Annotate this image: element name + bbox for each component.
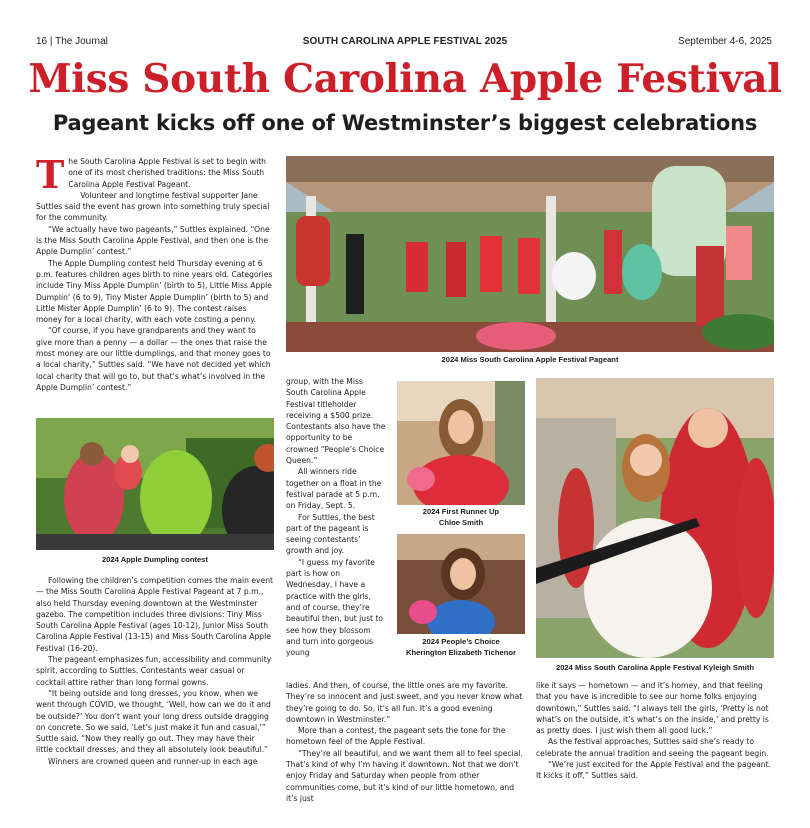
paragraph: “They’re all beautiful, and we want them all to feel special. That’s kind of why I’m having it downtown. Not that we don’t enjoy Friday and Saturday when people from other communities come, but it’s kind of our little hometown, and it’s just bbox=[286, 748, 523, 803]
paragraph: More than a contest, the pageant sets the tone for the hometown feel of the Apple Festival. bbox=[286, 726, 506, 747]
apple-dumpling-photo bbox=[36, 418, 274, 550]
caption-dumpling: 2024 Apple Dumpling contest bbox=[101, 555, 209, 564]
peoples-choice-photo bbox=[397, 534, 525, 634]
paragraph: “It being outside and long dresses, you know, when we went through COVID, we thought, ‘Well, how can we do it and be outside?’ You don’t want your long dress outside dragging on concrete. So we said, ‘Let’s just make it fun and casual,’” Suttle said. “Now they really go out. They may have their little cocktail dresses, and they all absolutely look beautiful.” bbox=[36, 688, 271, 755]
issue-date: September 4-6, 2025 bbox=[678, 36, 772, 47]
page-number-journal: 16 | The Journal bbox=[36, 36, 108, 47]
paragraph: like it says — hometown — and it’s homey, and that feeling that you have is incredible to see our home folks enjoying downtown,” Suttles said. “I always tell the girls, ‘Pretty is not what’s on the outside, it’s what’s on the inside,’ and pretty is as pretty does. I just wish them all good luck.” bbox=[536, 681, 769, 736]
caption-line: 2024 First Runner Up bbox=[422, 507, 500, 516]
paragraph: “Of course, if you have grandparents and they want to give more than a penny — a dollar — the ones that raise the most money are our little dumplings, and that money goes to a local charity,” Suttles said. “We have not decided yet which local charity that will go to, but that’s what’s involved in the Apple Dumplin’ contest.” bbox=[36, 326, 271, 392]
paragraph: “I guess my favorite part is how on Wednesday, I have a practice with the girls, and of course, they’re beautiful then, but just to see how they blossom and turn into gorgeous young bbox=[286, 557, 384, 658]
paragraph: ladies. And then, of course, the little ones are my favorite. They’re so innocent and just sweet, and you never know what they’re going to do. So, it’s all fun. It’s a good evening downtown in Westminster.” bbox=[286, 681, 523, 724]
paragraph: Winners are crowned queen and runner-up in each age bbox=[48, 756, 258, 766]
caption-winner: 2024 Miss South Carolina Apple Festival Kyleigh Smith bbox=[555, 663, 755, 672]
section-title: SOUTH CAROLINA APPLE FESTIVAL 2025 bbox=[302, 36, 508, 47]
paragraph: All winners ride together on a float in the festival parade at 5 p.m. on Friday, Sept. 5. bbox=[286, 467, 382, 511]
article-col1-bottom bbox=[36, 575, 273, 767]
caption-line: Kherington Elizabeth Tichenor bbox=[406, 647, 516, 657]
caption-peoples-choice bbox=[392, 637, 530, 658]
paragraph: Volunteer and longtime festival supporter Jane Suttles said the event has grown into something truly special for the community. bbox=[36, 190, 270, 223]
paragraph: As the festival approaches, Suttles said she’s ready to celebrate the annual tradition and seeing the pageant begin. bbox=[536, 737, 769, 758]
article-col2-narrow bbox=[286, 376, 386, 658]
caption-runner-up bbox=[397, 507, 525, 528]
caption-line: Chloe Smith bbox=[438, 517, 484, 527]
paragraph: For Suttles, the best part of the pageant is seeing contestants’ growth and joy. bbox=[286, 512, 375, 556]
paragraph: “We’re just excited for the Apple Festival and the pageant. It kicks it off,” Suttles said. bbox=[536, 760, 771, 781]
caption-pageant: 2024 Miss South Carolina Apple Festival Pageant bbox=[441, 355, 619, 364]
paragraph: he South Carolina Apple Festival is set to begin with one of its most cherished traditions: the Miss South Carolina Apple Festival Pageant. bbox=[68, 157, 266, 189]
article-col1-top bbox=[36, 152, 273, 393]
paragraph: Following the children’s competition comes the main event — the Miss South Carolina Apple Festival Pageant at 7 p.m., also held Thursday evening downtown at the Westminster gazebo. The competition includes three divisions: Tiny Miss South Carolina Apple Festival (ages 10-12), Junior Miss South Carolina Apple Festival (13-15) and Miss South Carolina Apple Festival (16-20). bbox=[36, 576, 274, 653]
paragraph: The pageant emphasizes fun, accessibility and community spirit, according to Suttles. Contestants wear casual or cocktail attire rather than long formal gowns. bbox=[36, 655, 272, 687]
paragraph: The Apple Dumpling contest held Thursday evening at 6 p.m. features children ages birth to nine years old. Categories include Tiny Miss Apple Dumplin’ (birth to 5), Little Miss Apple Dumplin’ (6 to 9), Tiny Mister Apple Dumplin’ (birth to 5) and Little Mister Apple Dumplin’ (6 to 9). The contest raises money for a local charity, with each vote costing a penny. bbox=[36, 258, 273, 325]
article-col3 bbox=[536, 680, 776, 782]
article-col2-wide bbox=[286, 680, 526, 804]
subheadline: Pageant kicks off one of Westminster’s biggest celebrations bbox=[52, 111, 758, 135]
paragraph: “We actually have two pageants,” Suttles explained. “One is the Miss South Carolina Apple Festival, and then one is the Apple Dumplin’ contest.” bbox=[36, 224, 270, 257]
pageant-stage-photo bbox=[286, 156, 774, 352]
paragraph: group, with the Miss South Carolina Apple Festival titleholder receiving a $500 prize. Contestants also have the opportunity to be crowned “People’s Choice Queen.” bbox=[286, 377, 386, 466]
headline: Miss South Carolina Apple Festival bbox=[28, 56, 782, 102]
runner-up-photo bbox=[397, 381, 525, 505]
winner-crowning-photo bbox=[536, 378, 774, 658]
caption-line: 2024 People’s Choice bbox=[422, 637, 500, 646]
drop-cap: T bbox=[36, 152, 65, 197]
